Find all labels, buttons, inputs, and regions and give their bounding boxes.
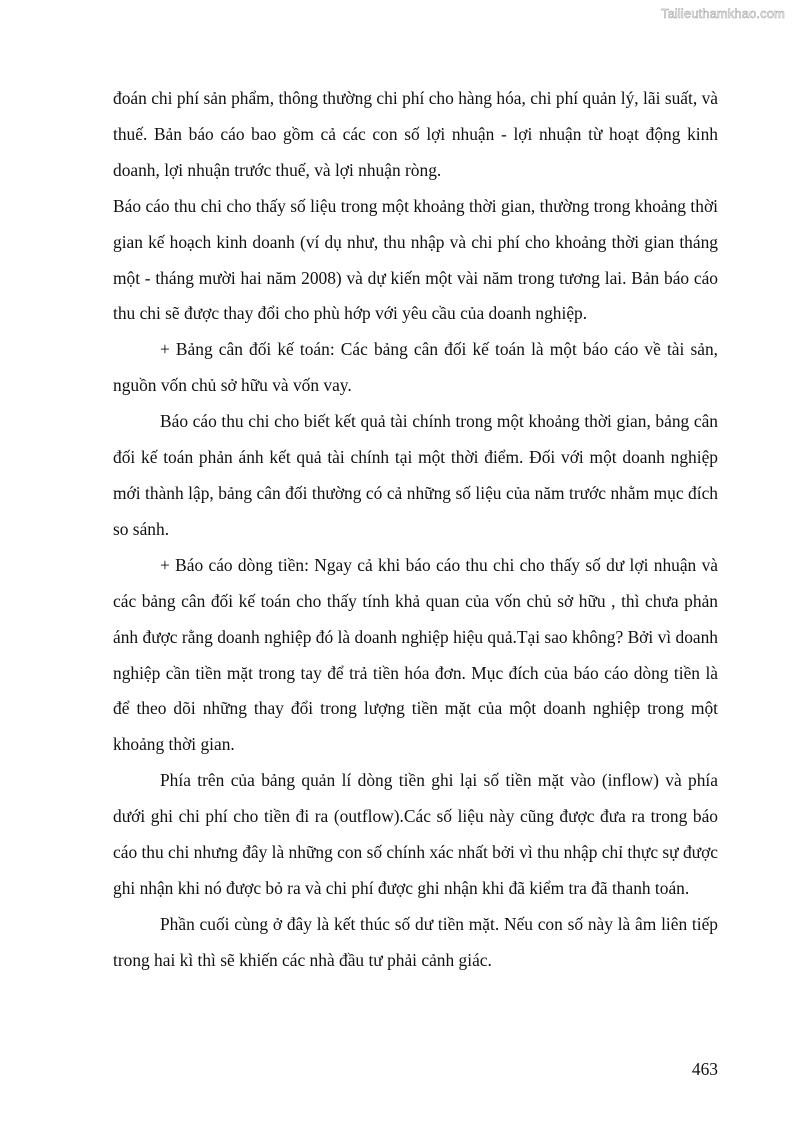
paragraph-income-statement-period: Báo cáo thu chi cho thấy số liệu trong một khoảng thời gian, thường trong khoảng thời gian kế hoạch kinh doanh (ví dụ như, thu nhập và chi phí cho khoảng thời gian tháng một - tháng mười hai năm 2008) và dự kiến một vài năm trong tương lai. Bản báo cáo thu chi sẽ được thay đổi cho phù hớp với yêu cầu của doanh nghiệp. bbox=[113, 195, 718, 324]
paragraph-balance-sheet-comparison: Báo cáo thu chi cho biết kết quả tài chính trong một khoảng thời gian, bảng cân đối kế toán phản ánh kết quả tài chính tại một thời điểm. Đối với một doanh nghiệp mới thành lập, bảng cân đối thường có cả những số liệu của năm trước nhằm mục đích so sánh. bbox=[113, 411, 718, 539]
paragraph-cash-flow-report: + Báo cáo dòng tiền: Ngay cả khi báo cáo thu chi cho thấy số dư lợi nhuận và các bảng cân đối kế toán cho thấy tính khả quan của vốn chủ sở hữu , thì chưa phản ánh được rằng doanh nghiệp đó là doanh nghiệp hiệu quả.Tại sao không? Bởi vì doanh nghiệp cần tiền mặt trong tay để trả tiền hóa đơn. Mục đích của báo cáo dòng tiền là để theo dõi những thay đổi trong lượng tiền mặt của một doanh nghiệp trong một khoảng thời gian. bbox=[113, 554, 718, 755]
document-body bbox=[113, 81, 718, 979]
paragraph-inflow-outflow: Phía trên của bảng quản lí dòng tiền ghi lại số tiền mặt vào (inflow) và phía dưới ghi chi phí cho tiền đi ra (outflow).Các số liệu này cũng được đưa ra trong báo cáo thu chi nhưng đây là những con số chính xác nhất bởi vì thu nhập chỉ thực sự được ghi nhận khi nó được bỏ ra và chi phí được ghi nhận khi đã kiểm tra đã thanh toán. bbox=[113, 770, 718, 898]
watermark-text: Tailieuthamkhao.com bbox=[660, 6, 785, 21]
paragraph-profit-items: đoán chi phí sản phẩm, thông thường chi phí cho hàng hóa, chi phí quản lý, lãi suất, và thuế. Bản báo cáo bao gồm cả các con số lợi nhuận - lợi nhuận từ hoạt động kinh doanh, lợi nhuận trước thuế, và lợi nhuận ròng. bbox=[113, 88, 718, 180]
paragraph-balance-sheet: + Bảng cân đối kế toán: Các bảng cân đối kế toán là một báo cáo về tài sản, nguồn vốn chủ sở hữu và vốn vay. bbox=[113, 339, 718, 396]
page-number: 463 bbox=[691, 1059, 718, 1079]
paragraph-ending-cash-balance: Phần cuối cùng ở đây là kết thúc số dư tiền mặt. Nếu con số này là âm liên tiếp trong hai kì thì sẽ khiến các nhà đầu tư phải cảnh giác. bbox=[113, 913, 718, 970]
